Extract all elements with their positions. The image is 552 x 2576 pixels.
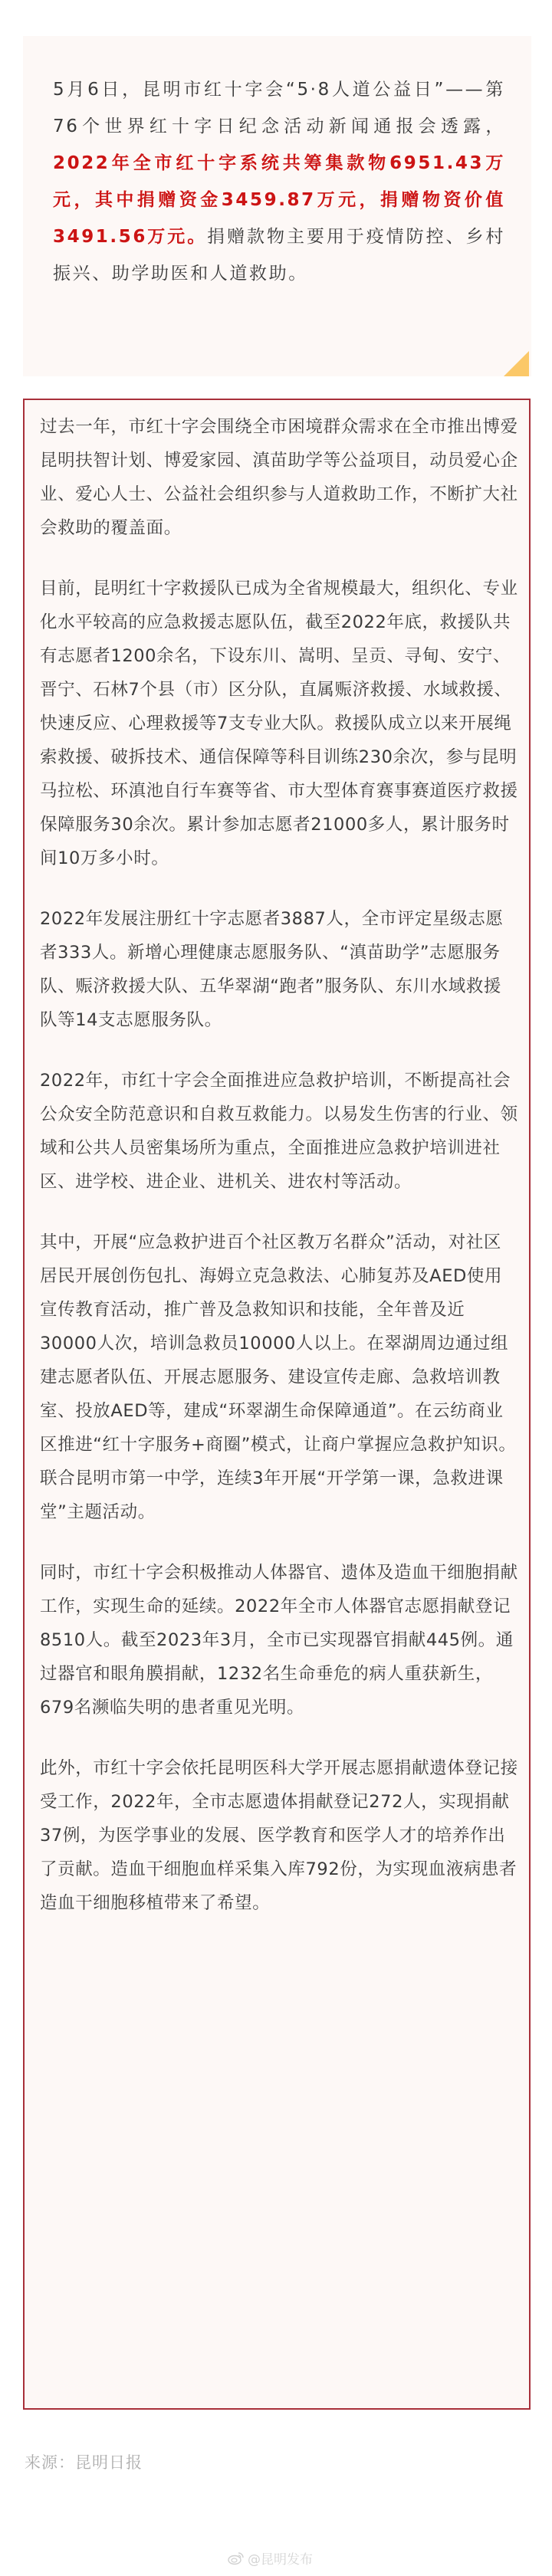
lead-summary-box — [23, 36, 531, 376]
paragraph-volunteers: 2022年发展注册红十字志愿者3887人，全市评定星级志愿者333人。新增心理健康志愿服务队、“滇苗助学”志愿服务队、赈济救援大队、五华翠湖“跑者”服务队、东川水域救援队等14支志愿服务队。 — [40, 909, 504, 1030]
lead-text-outro: 捐赠款物主要用于疫情防控、乡村振兴、助学助医和人道救助。 — [53, 227, 506, 284]
corner-triangle-decoration — [504, 351, 529, 376]
watermark-text: @昆明发布 — [248, 2552, 313, 2568]
paragraph-relief-projects: 过去一年，市红十字会围绕全市困境群众需求在全市推出博爱昆明扶智计划、博爱家园、滇苗助学等公益项目，动员爱心企业、爱心人士、公益社会组织参与人道救助工作，不断扩大社会救助的覆盖面。 — [40, 417, 518, 538]
paragraph-first-aid-training: 2022年，市红十字会全面推进应急救护培训，不断提高社会公众安全防范意识和自救互救能力。以易发生伤害的行业、领域和公共人员密集场所为重点，全面推进应急救护培训进社区、进学校、进企业、进机关、进农村等活动。 — [40, 1071, 518, 1192]
lead-text-highlight: 2022年全市红十字系统共筹集款物6951.43万元，其中捐赠资金3459.87万元，捐赠物资价值3491.56万元。 — [53, 153, 505, 247]
article-body — [40, 410, 519, 1947]
weibo-icon — [228, 2551, 245, 2565]
paragraph-body-donation: 此外，市红十字会依托昆明医科大学开展志愿捐献遗体登记接受工作，2022年，全市志愿遗体捐献登记272人，实现捐献37例，为医学事业的发展、医学教育和医学人才的培养作出了贡献。造血干细胞血样采集入库792份，为实现血液病患者造血干细胞移植带来了希望。 — [40, 1758, 518, 1913]
article-source: 来源：昆明日报 — [25, 2453, 143, 2472]
article-body-box — [23, 399, 531, 2410]
paragraph-community-activities: 其中，开展“应急救护进百个社区教万名群众”活动，对社区居民开展创伤包扎、海姆立克急救法、心肺复苏及AED使用宣传教育活动，推广普及急救知识和技能，全年普及近30000人次，培训急救员10000人以上。在翠湖周边通过组建志愿者队伍、开展志愿服务、建设宣传走廊、急救培训教室、投放AED等，建成“环翠湖生命保障通道”。在云纺商业区推进“红十字服务+商圈”模式，让商户掌握应急救护知识。联合昆明市第一中学，连续3年开展“开学第一课，急救进课堂”主题活动。 — [40, 1232, 517, 1522]
lead-paragraph — [53, 71, 505, 292]
paragraph-rescue-team: 目前，昆明红十字救援队已成为全省规模最大，组织化、专业化水平较高的应急救援志愿队伍，截至2022年底，救援队共有志愿者1200余名，下设东川、嵩明、呈贡、寻甸、安宁、晋宁、石林7个县（市）区分队，直属赈济救援、水域救援、快速反应、心理救援等7支专业大队。救援队成立以来开展绳索救援、破拆技术、通信保障等科目训练230余次，参与昆明马拉松、环滇池自行车赛等省、市大型体育赛事赛道医疗救援保障服务30余次。累计参加志愿者21000多人，累计服务时间10万多小时。 — [40, 579, 518, 868]
paragraph-organ-donation: 同时，市红十字会积极推动人体器官、遗体及造血干细胞捐献工作，实现生命的延续。2022年全市人体器官志愿捐献登记8510人。截至2023年3月，全市已实现器官捐献445例。通过器官和眼角膜捐献，1232名生命垂危的病人重获新生，679名濒临失明的患者重见光明。 — [40, 1563, 518, 1718]
lead-text-intro: 5月6日，昆明市红十字会“5·8人道公益日”——第76个世界红十字日纪念活动新闻通报会透露， — [53, 80, 505, 136]
weibo-watermark — [228, 2548, 313, 2568]
